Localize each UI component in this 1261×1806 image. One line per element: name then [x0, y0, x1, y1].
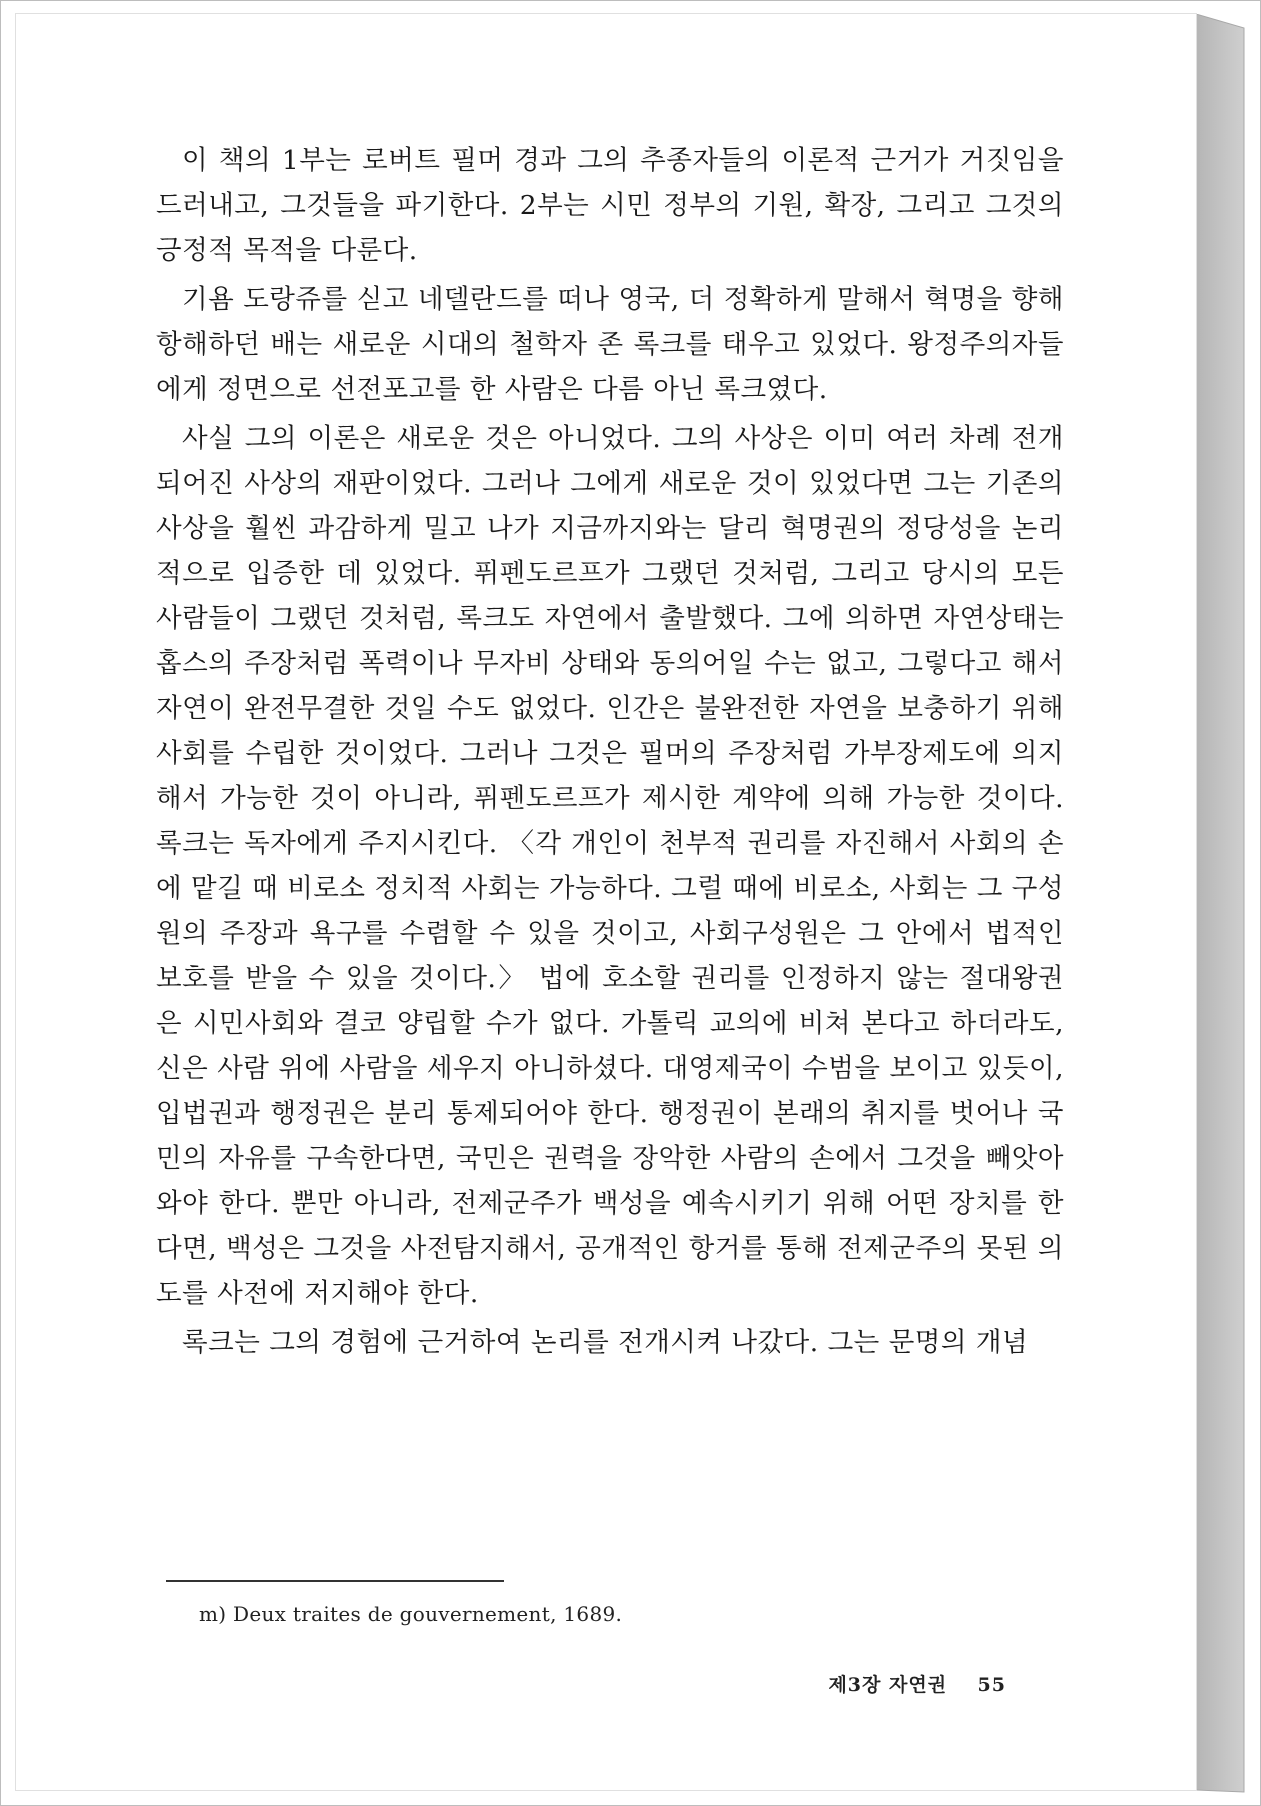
paragraph: 록크는 그의 경험에 근거하여 논리를 전개시켜 나갔다. 그는 문명의 개념 [182, 1327, 1029, 1358]
footnote: m) Deux traites de gouvernement, 1689. [199, 1602, 623, 1626]
page-number: 55 [977, 1674, 1006, 1696]
paragraph: 기욤 도랑쥬를 싣고 네델란드를 떠나 영국, 더 정확하게 말해서 혁명을 향해 항해하던 배는 새로운 시대의 철학자 존 록크를 태우고 있었다. 왕정주의자들에게 정면으로 선전포고를 한 사람은 다름 아닌 록크였다. [156, 284, 1064, 405]
running-head: 제3장 자연권 [828, 1674, 948, 1696]
paragraph: 이 책의 1부는 로버트 필머 경과 그의 추종자들의 이론적 근거가 거짓임을 드러내고, 그것들을 파기한다. 2부는 시민 정부의 기원, 확장, 그리고 그것의 긍정적 목적을 다룬다. [156, 145, 1064, 266]
book-page [16, 14, 1196, 1790]
book-edge-shading [1196, 14, 1258, 1794]
paragraph: 사실 그의 이론은 새로운 것은 아니었다. 그의 사상은 이미 여러 차례 전개되어진 사상의 재판이었다. 그러나 그에게 새로운 것이 있었다면 그는 기존의 사상을 훨씬 과감하게 밀고 나가 지금까지와는 달리 혁명권의 정당성을 논리적으로 입증한 데 있었다. 퓌펜도르프가 그랬던 것처럼, 그리고 당시의 모든 사람들이 그랬던 것처럼, 록크도 자연에서 출발했다. 그에 의하면 자연상태는 홉스의 주장처럼 폭력이나 무자비 상태와 동의어일 수는 없고, 그렇다고 해서 자연이 완전무결한 것일 수도 없었다. 인간은 불완전한 자연을 보충하기 위해 사회를 수립한 것이었다. 그러나 그것은 필머의 주장처럼 가부장제도에 의지해서 가능한 것이 아니라, 퓌펜도르프가 제시한 계약에 의해 가능한 것이다. 록크는 독자에게 주지시킨다. 〈각 개인이 천부적 권리를 자진해서 사회의 손에 맡길 때 비로소 정치적 사회는 가능하다. 그럴 때에 비로소, 사회는 그 구성원의 주장과 욕구를 수렴할 수 있을 것이고, 사회구성원은 그 안에서 법적인 보호를 받을 수 있을 것이다.〉 법에 호소할 권리를 인정하지 않는 절대왕권은 시민사회와 결코 양립할 수가 없다. 가톨릭 교의에 비쳐 본다고 하더라도, 신은 사람 위에 사람을 세우지 아니하셨다. 대영제국이 수범을 보이고 있듯이, 입법권과 행정권은 분리 통제되어야 한다. 행정권이 본래의 취지를 벗어나 국민의 자유를 구속한다면, 국민은 권력을 장악한 사람의 손에서 그것을 빼앗아와야 한다. 뿐만 아니라, 전제군주가 백성을 예속시키기 위해 어떤 장치를 한다면, 백성은 그것을 사전탐지해서, 공개적인 항거를 통해 전제군주의 못된 의도를 사전에 저지해야 한다. [156, 423, 1064, 1309]
page-footer [828, 1670, 1006, 1697]
body-text [156, 138, 1064, 1369]
footnote-divider [166, 1580, 504, 1582]
